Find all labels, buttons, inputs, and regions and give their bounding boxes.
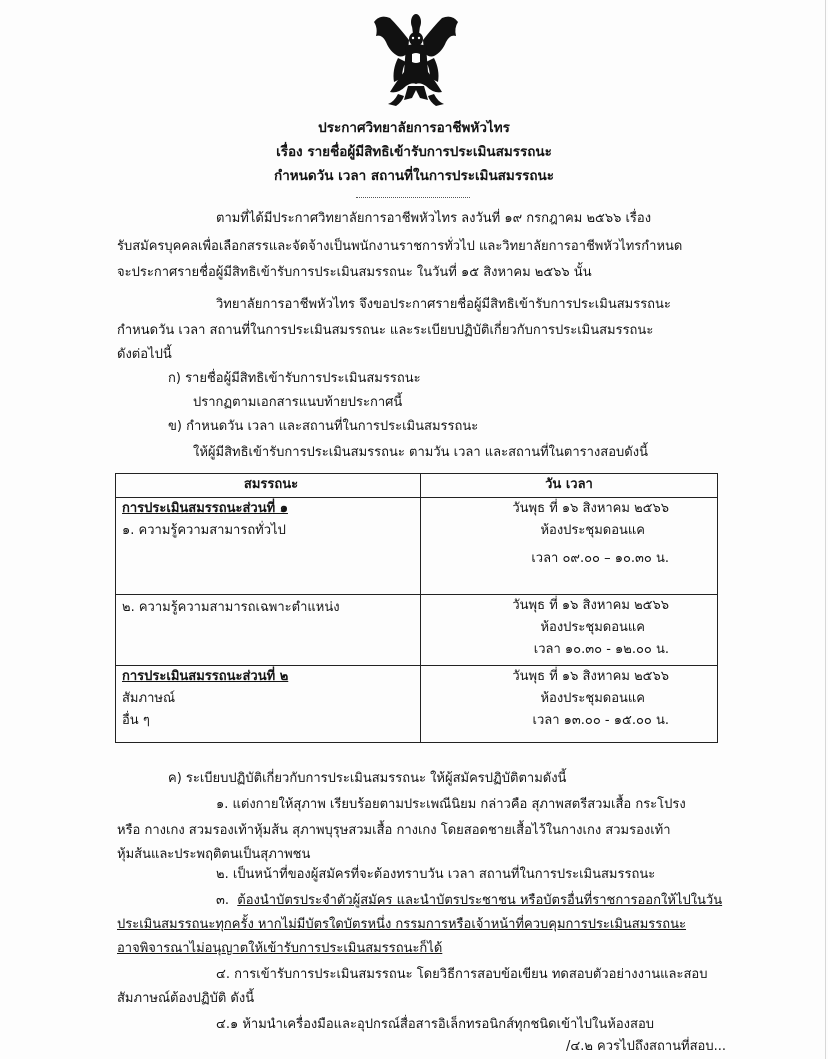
- rule1-line1: ๑. แต่งกายให้สุภาพ เรียบร้อยตามประเพณีนิยม กล่าวคือ สุภาพสตรีสวมเสื้อ กระโปรง: [216, 797, 686, 812]
- exam-date: วันพุธ ที่ ๑๖ สิงหาคม ๒๕๖๖: [512, 598, 669, 613]
- para1-line2: รับสมัครบุคคลเพื่อเลือกสรรและจัดจ้างเป็นพนักงานราชการทั่วไป และวิทยาลัยการอาชีพหัวไทรกำหนด: [117, 239, 683, 254]
- item-b-detail: ให้ผู้มีสิทธิเข้ารับการประเมินสมรรถนะ ตามวัน เวลา และสถานที่ในตารางสอบดังนี้: [193, 445, 648, 460]
- rule3-number: ๓.: [216, 893, 230, 908]
- page-continuation: /๔.๒ ควรไปถึงสถานที่สอบ...: [566, 1039, 726, 1054]
- item-c-heading: ค) ระเบียบปฏิบัติเกี่ยวกับการประเมินสมรรถนะ ให้ผู้สมัครปฏิบัติตามดังนี้: [168, 771, 567, 786]
- competency-item: สัมภาษณ์: [122, 691, 176, 706]
- column-header-datetime: วัน เวลา: [421, 474, 718, 498]
- rule3-line3: อาจพิจารณาไม่อนุญาตให้เข้ารับการประเมินสมรรถนะก็ได้: [117, 941, 443, 956]
- competency-item: อื่น ๆ: [122, 713, 150, 728]
- para2-line2: กำหนดวัน เวลา สถานที่ในการประเมินสมรรถนะ และระเบียบปฏิบัติเกี่ยวกับการประเมินสมรรถนะ: [117, 323, 654, 338]
- item-a-heading: ก) รายชื่อผู้มีสิทธิเข้ารับการประเมินสมรรถนะ: [168, 371, 421, 386]
- announcement-title: ประกาศวิทยาลัยการอาชีพหัวไทร: [318, 120, 510, 136]
- datetime-cell: [421, 666, 718, 743]
- rule3-line2: ประเมินสมรรถนะทุกครั้ง หากไม่มีบัตรใดบัตรหนึ่ง กรรมการหรือเจ้าหน้าที่ควบคุมการประเมินสมรรถนะ: [117, 917, 687, 932]
- rule2: ๒. เป็นหน้าที่ของผู้สมัครที่จะต้องทราบวัน เวลา สถานที่ในการประเมินสมรรถนะ: [216, 867, 656, 882]
- competency-item: ๒. ความรู้ความสามารถเฉพาะตำแหน่ง: [122, 600, 340, 615]
- datetime-cell: [421, 595, 718, 666]
- exam-venue: ห้องประชุมดอนแค: [540, 523, 645, 538]
- announcement-subject-line2: กำหนดวัน เวลา สถานที่ในการประเมินสมรรถนะ: [274, 168, 554, 184]
- datetime-cell: [421, 498, 718, 595]
- competency-cell: [116, 666, 421, 743]
- exam-date: วันพุธ ที่ ๑๖ สิงหาคม ๒๕๖๖: [512, 669, 669, 684]
- competency-item: ๑. ความรู้ความสามารถทั่วไป: [122, 523, 286, 538]
- exam-time: เวลา ๐๙.๐๐ – ๑๐.๓๐ น.: [531, 551, 669, 566]
- rule4-line1: ๔. การเข้ารับการประเมินสมรรถนะ โดยวิธีการสอบข้อเขียน ทดสอบตัวอย่างงานและสอบ: [216, 967, 708, 982]
- garuda-seal-icon: [368, 12, 464, 108]
- rule3-line1: [216, 890, 722, 912]
- rule1-line3: หุ้มส้นและประพฤติตนเป็นสุภาพชน: [117, 847, 311, 862]
- exam-time: เวลา ๑๐.๓๐ - ๑๒.๐๐ น.: [533, 642, 669, 657]
- column-header-competency: สมรรถนะ: [116, 474, 421, 498]
- para2-line1: วิทยาลัยการอาชีพหัวไทร จึงขอประกาศรายชื่อผู้มีสิทธิเข้ารับการประเมินสมรรถนะ: [216, 297, 671, 312]
- section-label: การประเมินสมรรถนะส่วนที่ ๒: [122, 669, 289, 684]
- item-a-detail: ปรากฏตามเอกสารแนบท้ายประกาศนี้: [193, 395, 403, 410]
- table-row: [116, 666, 718, 743]
- competency-cell: [116, 595, 421, 666]
- exam-date: วันพุธ ที่ ๑๖ สิงหาคม ๒๕๖๖: [512, 501, 669, 516]
- para2-line3: ดังต่อไปนี้: [117, 347, 172, 362]
- item-b-heading: ข) กำหนดวัน เวลา และสถานที่ในการประเมินสมรรถนะ: [168, 419, 479, 434]
- section-label: การประเมินสมรรถนะส่วนที่ ๑: [122, 501, 288, 516]
- exam-venue: ห้องประชุมดอนแค: [540, 620, 645, 635]
- title-divider: [356, 197, 470, 198]
- rule1-line2: หรือ กางเกง สวมรองเท้าหุ้มส้น สุภาพบุรุษสวมเสื้อ กางเกง โดยสอดชายเสื้อไว้ในกางเกง สวมรองเท้า: [117, 823, 671, 838]
- rule3-text: ต้องนำบัตรประจำตัวผู้สมัคร และนำบัตรประชาชน หรือบัตรอื่นที่ราชการออกให้ไปในวัน: [237, 893, 723, 908]
- table-row: [116, 498, 718, 595]
- schedule-table: [115, 473, 718, 743]
- exam-venue: ห้องประชุมดอนแค: [540, 691, 645, 706]
- para1-line1: ตามที่ได้มีประกาศวิทยาลัยการอาชีพหัวไทร ลงวันที่ ๑๙ กรกฎาคม ๒๕๖๖ เรื่อง: [216, 211, 652, 226]
- rule4-line2: สัมภาษณ์ต้องปฏิบัติ ดังนี้: [117, 991, 255, 1006]
- para1-line3: จะประกาศรายชื่อผู้มีสิทธิเข้ารับการประเมินสมรรถนะ ในวันที่ ๑๕ สิงหาคม ๒๕๖๖ นั้น: [117, 265, 592, 280]
- announcement-subject: เรื่อง รายชื่อผู้มีสิทธิเข้ารับการประเมินสมรรถนะ: [276, 144, 552, 160]
- exam-time: เวลา ๑๓.๐๐ - ๑๕.๐๐ น.: [532, 713, 669, 728]
- table-row: [116, 595, 718, 666]
- competency-cell: [116, 498, 421, 595]
- table-header-row: [116, 474, 718, 498]
- rule4-1: ๔.๑ ห้ามนำเครื่องมือและอุปกรณ์สื่อสารอิเล็กทรอนิกส์ทุกชนิดเข้าไปในห้องสอบ: [216, 1017, 655, 1032]
